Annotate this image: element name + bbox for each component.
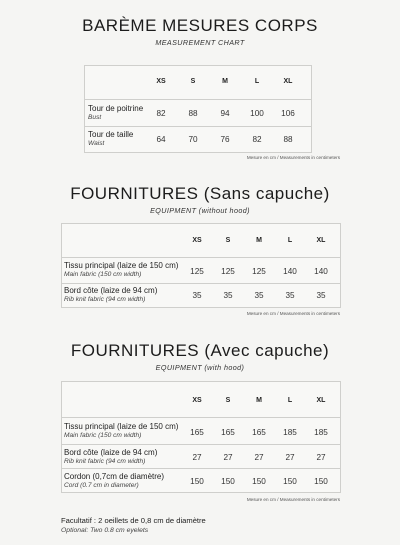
size-header-l: L [287, 237, 293, 244]
value-xs: 27 [192, 453, 202, 462]
row-sublabel: Waist [88, 140, 105, 147]
value-xl: 150 [314, 477, 328, 486]
value-l: 185 [283, 428, 297, 437]
equipment-with-hood-table [61, 381, 341, 493]
row-label: Bord côte (laize de 94 cm) [64, 286, 158, 295]
optional-note-translation: Optional: Two 0.8 cm eyelets [61, 527, 149, 534]
table-header [62, 224, 340, 258]
value-xs: 35 [192, 291, 202, 300]
equipment-with-hood-subtitle: EQUIPMENT (with hood) [155, 363, 245, 372]
value-xs: 165 [190, 428, 204, 437]
measurement-chart-subtitle: MEASUREMENT CHART [155, 38, 245, 47]
table-row [85, 100, 311, 127]
value-xs: 82 [156, 109, 166, 118]
size-header-xs: XS [192, 397, 202, 404]
row-sublabel: Bust [88, 114, 102, 121]
value-m: 35 [254, 291, 264, 300]
value-xs: 125 [190, 267, 204, 276]
size-header-m: M [222, 78, 228, 85]
size-header-xs: XS [156, 78, 166, 85]
value-m: 27 [254, 453, 264, 462]
size-header-xl: XL [316, 237, 326, 244]
value-s: 27 [223, 453, 233, 462]
value-m: 94 [220, 109, 230, 118]
value-xl: 35 [316, 291, 326, 300]
value-s: 125 [221, 267, 235, 276]
value-xs: 64 [156, 135, 166, 144]
value-xl: 106 [281, 109, 295, 118]
equipment-no-hood-title: FOURNITURES (Sans capuche) [70, 184, 330, 203]
measurement-note: Mesure en cm / Measurements in centimeters [246, 155, 340, 160]
value-l: 82 [252, 135, 262, 144]
value-l: 35 [285, 291, 295, 300]
value-s: 70 [188, 135, 198, 144]
size-header-s: S [190, 78, 196, 85]
equipment-no-hood-section [0, 184, 400, 216]
value-xl: 185 [314, 428, 328, 437]
row-label: Bord côte (laize de 94 cm) [64, 448, 158, 457]
value-xl: 27 [316, 453, 326, 462]
row-sublabel: Rib knit fabric (94 cm width) [64, 458, 146, 465]
value-l: 150 [283, 477, 297, 486]
row-sublabel: Main fabric (150 cm width) [64, 271, 142, 278]
table-row [62, 284, 340, 308]
optional-note: Facultatif : 2 oeillets de 0,8 cm de diamètre [61, 516, 206, 525]
size-header-s: S [225, 237, 231, 244]
value-m: 76 [220, 135, 230, 144]
size-header-xl: XL [316, 397, 326, 404]
value-m: 150 [252, 477, 266, 486]
value-s: 165 [221, 428, 235, 437]
table-header [85, 66, 311, 100]
value-m: 165 [252, 428, 266, 437]
row-label: Tour de poitrine [88, 104, 144, 113]
value-s: 35 [223, 291, 233, 300]
value-s: 88 [188, 109, 198, 118]
size-header-l: L [287, 397, 293, 404]
value-l: 140 [283, 267, 297, 276]
table-row [62, 469, 340, 493]
size-header-xl: XL [283, 78, 293, 85]
table-header [62, 382, 340, 418]
size-header-l: L [254, 78, 260, 85]
row-sublabel: Cord (0.7 cm in diameter) [64, 482, 139, 489]
row-sublabel: Main fabric (150 cm width) [64, 432, 142, 439]
size-header-xs: XS [192, 237, 202, 244]
measurement-chart-title: BARÈME MESURES CORPS [82, 16, 318, 35]
row-label: Cordon (0,7cm de diamètre) [64, 472, 165, 481]
value-m: 125 [252, 267, 266, 276]
table-row [85, 127, 311, 153]
value-xl: 88 [283, 135, 293, 144]
row-label: Tissu principal (laize de 150 cm) [64, 422, 179, 431]
table-row [62, 258, 340, 284]
size-header-m: M [256, 397, 262, 404]
equipment-no-hood-subtitle: EQUIPMENT (without hood) [150, 206, 250, 215]
equipment-with-hood-title: FOURNITURES (Avec capuche) [70, 341, 330, 360]
value-s: 150 [221, 477, 235, 486]
table-row [62, 445, 340, 469]
equipment-no-hood-note: Mesure en cm / Measurements in centimeters [246, 311, 340, 316]
value-l: 100 [250, 109, 264, 118]
equipment-with-hood-section [0, 341, 400, 373]
size-header-m: M [256, 237, 262, 244]
equipment-with-hood-note: Mesure en cm / Measurements in centimeters [246, 497, 340, 502]
row-label: Tissu principal (laize de 150 cm) [64, 261, 179, 270]
value-l: 27 [285, 453, 295, 462]
measurement-table [84, 65, 312, 153]
row-label: Tour de taille [88, 130, 134, 139]
table-row [62, 418, 340, 445]
row-sublabel: Rib knit fabric (94 cm width) [64, 296, 146, 303]
measurement-chart-section [0, 16, 400, 48]
value-xl: 140 [314, 267, 328, 276]
equipment-no-hood-table [61, 223, 341, 308]
value-xs: 150 [190, 477, 204, 486]
size-header-s: S [225, 397, 231, 404]
